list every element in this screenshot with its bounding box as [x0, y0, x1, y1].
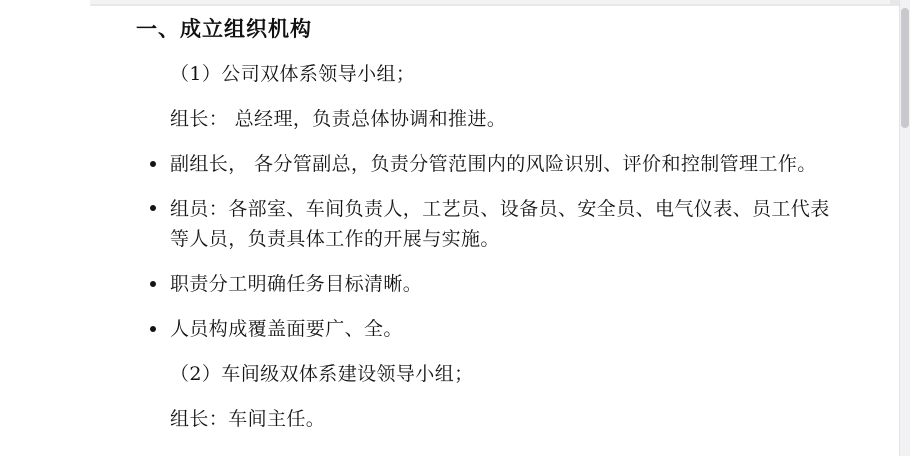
- list-item: [136, 269, 838, 300]
- bullet-dot-icon: [150, 205, 156, 211]
- page-title: 一、成立组织机构: [136, 16, 312, 41]
- list-item: [136, 149, 838, 180]
- bullet-dot-icon: [150, 281, 156, 287]
- list-item: [136, 314, 838, 345]
- list-item-label: 副组长， 各分管副总，负责分管范围内的风险识别、评价和控制管理工作。: [170, 152, 817, 175]
- scrollbar-track[interactable]: [899, 0, 910, 456]
- bullet-dot-icon: [150, 326, 156, 332]
- paragraph: 组长： 总经理，负责总体协调和推进。: [170, 108, 507, 131]
- document-content: [0, 14, 898, 430]
- paragraph-clipped: 组长：车间主任。: [170, 407, 326, 430]
- list-item: [136, 194, 838, 256]
- paragraph: （2）车间级双体系建设领导小组；: [170, 362, 474, 385]
- paragraph: （1）公司双体系领导小组；: [170, 63, 416, 86]
- scrollbar-thumb[interactable]: [901, 8, 909, 128]
- list-item-label: 人员构成覆盖面要广、全。: [170, 317, 403, 340]
- list-item-label: 组员：各部室、车间负责人，工艺员、设备员、安全员、电气仪表、员工代表等人员，负责具体工作的开展与实施。: [170, 197, 830, 251]
- page-top-edge-inner: [90, 0, 890, 4]
- bullet-dot-icon: [150, 161, 156, 167]
- list-item-label: 职责分工明确任务目标清晰。: [170, 273, 423, 296]
